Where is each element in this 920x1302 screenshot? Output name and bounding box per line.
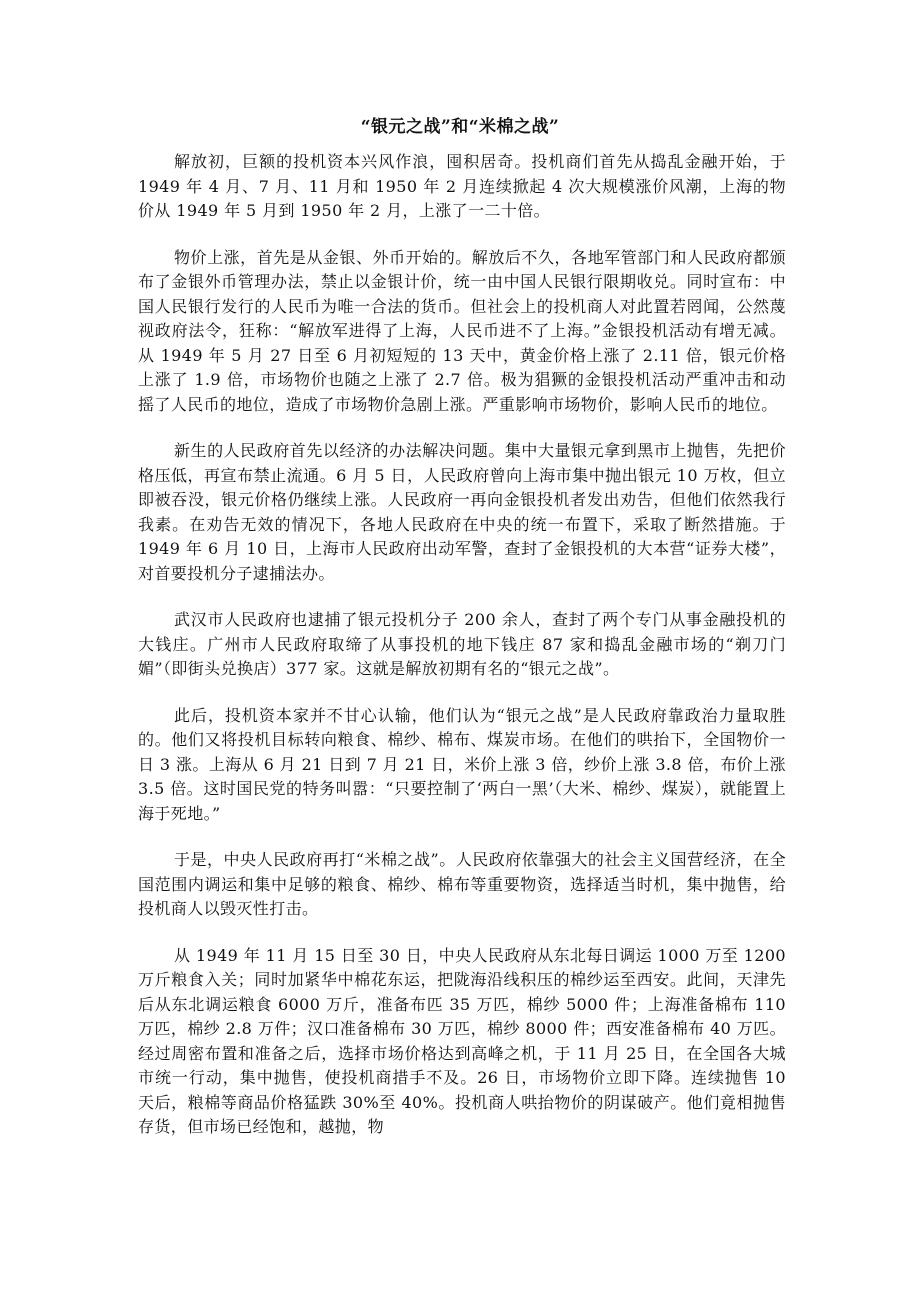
paragraph: 物价上涨，首先是从金银、外币开始的。解放后不久，各地军管部门和人民政府都颁布了金银外币管理办法，禁止以金银计价，统一由中国人民银行限期收兑。同时宣布：中国人民银行发行的人民币为唯一合法的货币。但社会上的投机商人对此置若罔闻，公然蔑视政府法令，狂称：“解放军进得了上海，人民币进不了上海。”金银投机活动有增无减。从 1949 年 5 月 27 日至 6 月初短短的 13 天中，黄金价格上涨了 2.11 倍，银元价格上涨了 1.9 倍，市场物价也随之上涨了 2.7 倍。极为猖獗的金银投机活动严重冲击和动摇了人民币的地位，造成了市场物价急剧上涨。严重影响市场物价，影响人民币的地位。 [138, 247, 786, 414]
document-title: “银元之战”和“米棉之战” [360, 117, 560, 137]
document-body [138, 150, 786, 1162]
paragraph: 于是，中央人民政府再打“米棉之战”。人民政府依靠强大的社会主义国营经济，在全国范围内调运和集中足够的粮食、棉纱、棉布等重要物资，选择适当时机，集中抛售，给投机商人以毁灭性打击。 [138, 850, 786, 918]
paragraph: 此后，投机资本家并不甘心认输，他们认为“银元之战”是人民政府靠政治力量取胜的。他们又将投机目标转向粮食、棉纱、棉布、煤炭市场。在他们的哄抬下，全国物价一日 3 涨。上海从 6 月 21 日到 7 月 21 日，米价上涨 3 倍，纱价上涨 3.8 倍，布价上涨 3.5 倍。这时国民党的特务叫嚣：“只要控制了‘两白一黑’（大米、棉纱、煤炭），就能置上海于死地。” [138, 705, 786, 823]
paragraph: 解放初，巨额的投机资本兴风作浪，囤积居奇。投机商们首先从捣乱金融开始，于 1949 年 4 月、7 月、11 月和 1950 年 2 月连续掀起 4 次大规模涨价风潮，上海的物价从 1949 年 5 月到 1950 年 2 月，上涨了一二十倍。 [138, 152, 786, 220]
paragraph: 新生的人民政府首先以经济的办法解决问题。集中大量银元拿到黑市上抛售，先把价格压低，再宣布禁止流通。6 月 5 日，人民政府曾向上海市集中抛出银元 10 万枚，但立即被吞没，银元价格仍继续上涨。人民政府一再向金银投机者发出劝告，但他们依然我行我素。在劝告无效的情况下，各地人民政府在中央的统一布置下，采取了断然措施。于 1949 年 6 月 10 日，上海市人民政府出动军警，查封了金银投机的大本营“证券大楼”，对首要投机分子逮捕法办。 [138, 441, 786, 583]
paragraph: 武汉市人民政府也逮捕了银元投机分子 200 余人，查封了两个专门从事金融投机的大钱庄。广州市人民政府取缔了从事投机的地下钱庄 87 家和捣乱金融市场的“剃刀门媚”（即街头兑换店）377 家。这就是解放初期有名的“银元之战”。 [138, 610, 786, 678]
paragraph: 从 1949 年 11 月 15 日至 30 日，中央人民政府从东北每日调运 1000 万至 1200 万斤粮食入关；同时加紧华中棉花东运，把陇海沿线积压的棉纱运至西安。此间，天津先后从东北调运粮食 6000 万斤，准备布匹 35 万匹，棉纱 5000 件；上海准备棉布 110 万匹，棉纱 2.8 万件；汉口准备棉布 30 万匹，棉纱 8000 件；西安准备棉布 40 万匹。经过周密布置和准备之后，选择市场价格达到高峰之机，于 11 月 25 日，在全国各大城市统一行动，集中抛售，使投机商措手不及。26 日，市场物价立即下降。连续抛售 10 天后，粮棉等商品价格猛跌 30%至 40%。投机商人哄抬物价的阴谋破产。他们竟相抛售存货，但市场已经饱和，越抛，物 [138, 945, 786, 1136]
